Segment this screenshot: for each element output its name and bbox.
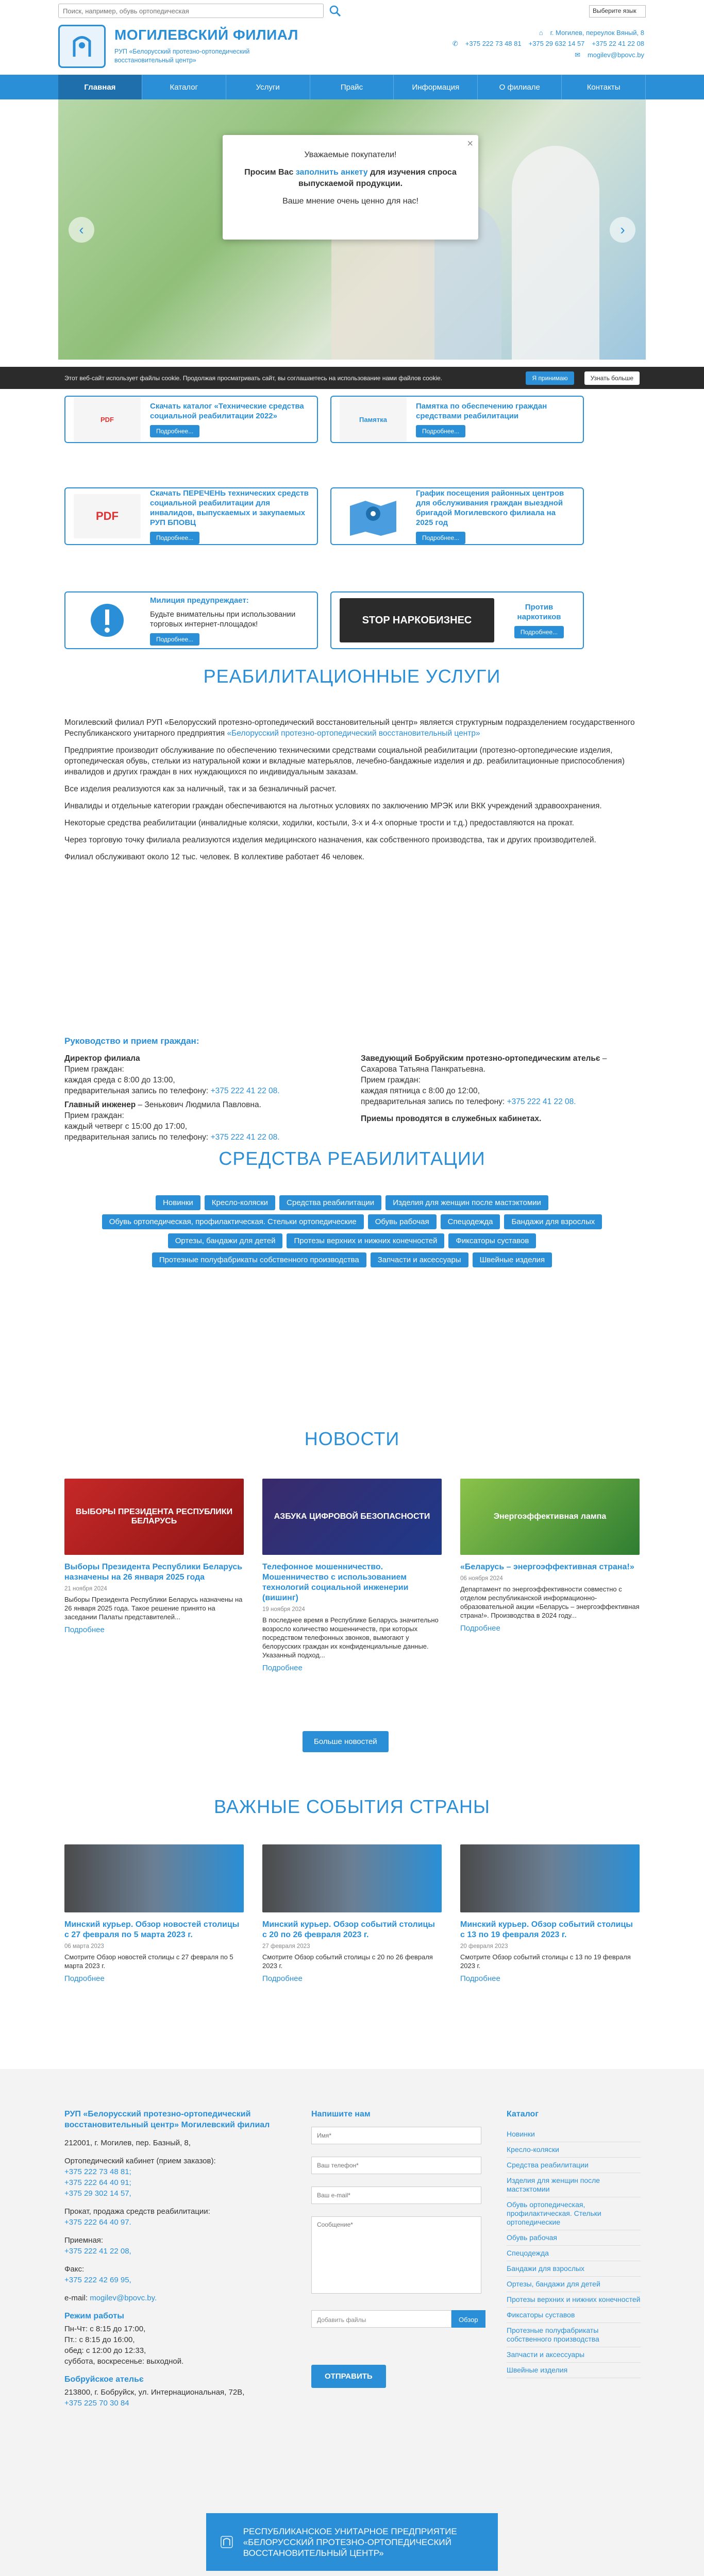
reception-title: Руководство и прием граждан:: [64, 1036, 199, 1046]
engineer-title: Главный инженер: [64, 1100, 136, 1109]
section-title-events: ВАЖНЫЕ СОБЫТИЯ СТРАНЫ: [214, 1796, 490, 1817]
footer-catalog-title: Каталог: [507, 2110, 539, 2119]
footer-org: РУП «Белорусский протезно-ортопедический восстановительный центр» Могилевский филиал: [64, 2110, 270, 2129]
event-video-thumbnail[interactable]: [262, 1844, 442, 1912]
footer-phone[interactable]: +375 222 73 48 81;: [64, 2167, 131, 2176]
footer-label: Ортопедический кабинет (прием заказов):: [64, 2157, 216, 2165]
tag-child-orthoses[interactable]: Ортезы, бандажи для детей: [168, 1233, 283, 1248]
browse-button[interactable]: Обзор: [451, 2310, 485, 2328]
rehab-para: Предприятие производит обслуживание по обеспечению техническими средствами социальной реабилитации (протезно-ортопедические изделия, ортопедическая обувь, стельки из натуральной кожи и вкладные матерьялов, лечебно-бандажные изделия и др. реабилитационные приспособления) инвалидов и других граждан в них нуждающихся по индивидуальным заказам.: [64, 746, 625, 776]
card-title: График посещения районных центров для обслуживания граждан выездной бригадой Могилевского филиала на 2025 год: [416, 489, 564, 527]
pdf-icon: PDF: [74, 397, 141, 442]
news-date: 21 ноября 2024: [64, 1586, 107, 1592]
footer-catalog-link[interactable]: Спецодежда: [507, 2246, 641, 2261]
news-title[interactable]: Выборы Президента Республики Беларусь назначены на 26 января 2025 года: [64, 1563, 243, 1582]
cookie-accept-button[interactable]: Я принимаю: [526, 371, 574, 385]
main-nav: [0, 75, 704, 99]
card-drugs[interactable]: [330, 591, 584, 649]
footer-label: Факс:: [64, 2265, 85, 2274]
news-more-link[interactable]: Подробнее: [262, 1664, 303, 1672]
news-image[interactable]: АЗБУКА ЦИФРОВОЙ БЕЗОПАСНОСТИ: [262, 1479, 442, 1555]
news-excerpt: Департамент по энергоэффективности совместно с отделом республиканской информационно-образовательной акции «Беларусь – энергоэффективная страна!». Производства в 2024 году...: [460, 1585, 640, 1619]
section-title-rehab: РЕАБИЛИТАЦИОННЫЕ УСЛУГИ: [203, 666, 501, 687]
footer-catalog-link[interactable]: Ортезы, бандажи для детей: [507, 2277, 641, 2292]
file-field[interactable]: Добавить файлы: [311, 2310, 451, 2328]
more-button[interactable]: Подробнее...: [150, 532, 199, 544]
event-excerpt: Смотрите Обзор новостей столицы с 27 февраля по 5 марта 2023 г.: [64, 1953, 233, 1970]
rehab-para: Некоторые средства реабилитации (инвалидные коляски, ходилки, костыли, 3-х и 4-х опорные трости и т.д.) предоставляются на прокат.: [64, 819, 574, 827]
tag-ortho-shoes[interactable]: Обувь ортопедическая, профилактическая. Стельки ортопедические: [102, 1214, 364, 1229]
event-date: 27 февраля 2023: [262, 1943, 310, 1950]
card-memo[interactable]: [330, 396, 584, 443]
site-header: [0, 0, 704, 75]
cookie-bar: [0, 367, 704, 389]
survey-link[interactable]: заполнить анкету: [295, 168, 368, 177]
nav-price[interactable]: Прайс: [310, 75, 394, 99]
tag-workwear[interactable]: Спецодежда: [441, 1214, 500, 1229]
card-title: Милиция предупреждает:: [150, 596, 249, 605]
news-image[interactable]: ВЫБОРЫ ПРЕЗИДЕНТА РЕСПУБЛИКИ БЕЛАРУСЬ: [64, 1479, 244, 1555]
footer-phone[interactable]: +375 222 64 40 91;: [64, 2178, 131, 2187]
tag-work-shoes[interactable]: Обувь рабочая: [368, 1214, 437, 1229]
event-item: [460, 1844, 640, 1983]
rehab-text: [64, 717, 640, 869]
reception-line: предварительная запись по телефону:: [64, 1087, 211, 1095]
close-icon[interactable]: ×: [467, 138, 473, 149]
slider-prev-icon[interactable]: ‹: [69, 217, 94, 243]
more-news-button[interactable]: Больше новостей: [303, 1731, 389, 1752]
footer-label: Прокат, продажа средств реабилитации:: [64, 2207, 210, 2216]
rehab-para: Могилевский филиал РУП «Белорусский протезно-ортопедический восстановительный центр» является структурным подразделением государственного Республиканского унитарного предприятия: [64, 718, 635, 738]
email-field[interactable]: [311, 2187, 481, 2204]
more-button[interactable]: Подробнее...: [416, 532, 465, 544]
footer-catalog-link[interactable]: Запчасти и аксессуары: [507, 2347, 641, 2363]
tag-sewing[interactable]: Швейные изделия: [473, 1252, 552, 1267]
news-date: 06 ноября 2024: [460, 1575, 503, 1582]
modal-greeting: Уважаемые покупатели!: [304, 150, 397, 159]
tag-new[interactable]: Новинки: [156, 1195, 200, 1210]
brand-title: МОГИЛЕВСКИЙ ФИЛИАЛ: [114, 27, 298, 43]
stop-drugs-image: STOP НАРКОБИЗНЕС: [340, 598, 494, 642]
alert-icon: [74, 598, 141, 642]
slider-next-icon[interactable]: ›: [610, 217, 635, 243]
more-button[interactable]: Подробнее...: [416, 425, 465, 437]
event-title[interactable]: Минский курьер. Обзор событий столицы с 20 по 26 февраля 2023 г.: [262, 1920, 435, 1939]
event-video-thumbnail[interactable]: [64, 1844, 244, 1912]
header-phone-2[interactable]: +375 29 632 14 57: [528, 40, 585, 47]
footer-hours-title: Режим работы: [64, 2312, 124, 2320]
tag-spare-parts[interactable]: Запчасти и аксессуары: [371, 1252, 468, 1267]
card-title: Памятка по обеспечению граждан средствами реабилитации: [416, 402, 547, 420]
event-excerpt: Смотрите Обзор событий столицы с 20 по 26 февраля 2023 г.: [262, 1953, 433, 1970]
header-phone-1[interactable]: +375 222 73 48 81: [465, 40, 522, 47]
search-input[interactable]: [58, 4, 324, 18]
modal-text: Просим Вас: [244, 168, 296, 177]
footer-catalog-link[interactable]: Новинки: [507, 2127, 641, 2142]
event-title[interactable]: Минский курьер. Обзор событий столицы с 13 по 19 февраля 2023 г.: [460, 1920, 633, 1939]
category-tags: [74, 1195, 630, 1267]
reception-note: Приемы проводятся в служебных кабинетах.: [361, 1114, 542, 1123]
nav-info[interactable]: Информация: [394, 75, 478, 99]
bobruisk-title: Заведующий Бобруйским протезно-ортопедическим ательє: [361, 1054, 600, 1063]
footer-phone[interactable]: +375 29 302 14 57,: [64, 2189, 131, 2198]
reception-line: Прием граждан:: [361, 1076, 421, 1084]
name-field[interactable]: [311, 2127, 481, 2144]
event-more-link[interactable]: Подробнее: [64, 1974, 105, 1983]
footer-phone[interactable]: +375 225 70 30 84: [64, 2399, 129, 2408]
card-schedule[interactable]: [330, 487, 584, 545]
news-title[interactable]: Телефонное мошенничество. Мошенничество с использованием технологий социальной инженерии (вишинг): [262, 1563, 409, 1602]
event-date: 06 марта 2023: [64, 1943, 104, 1950]
card-title: Скачать каталог «Технические средства социальной реабилитации 2022»: [150, 402, 304, 420]
footer-address: 213800, г. Бобруйск, ул. Интернациональная, 72В,: [64, 2388, 245, 2397]
footer-hours: Пт.: с 8:15 до 16:00,: [64, 2335, 135, 2344]
nav-services[interactable]: Услуги: [226, 75, 310, 99]
footer-hours: суббота, воскресенье: выходной.: [64, 2357, 184, 2366]
site-logo[interactable]: [58, 25, 106, 68]
footer-email[interactable]: mogilev@bpovc.by.: [90, 2294, 157, 2302]
card-title: Скачать ПЕРЕЧЕНЬ технических средств социальной реабилитации для инвалидов, выпускаемых и закупаемых РУП БПОВЦ: [150, 489, 309, 527]
footer-catalog-link[interactable]: Швейные изделия: [507, 2363, 641, 2378]
form-title: Напишите нам: [311, 2110, 371, 2119]
bobruisk-name: – Сахарова Татьяна Панкратьевна.: [361, 1054, 607, 1074]
event-more-link[interactable]: Подробнее: [262, 1974, 303, 1983]
card-title: Против наркотиков: [517, 603, 561, 621]
phone-field[interactable]: [311, 2157, 481, 2174]
news-excerpt: Выборы Президента Республики Беларусь назначены на 26 января 2025 года. Такое решение принято на заседании Палаты представителей...: [64, 1596, 243, 1621]
mail-icon: ✉: [575, 51, 580, 59]
news-title[interactable]: «Беларусь – энергоэффективная страна!»: [460, 1563, 634, 1571]
reception-line: Прием граждан:: [64, 1065, 124, 1074]
rehab-para: Все изделия реализуются как за наличный, так и за безналичный расчет.: [64, 785, 337, 793]
news-date: 19 ноября 2024: [262, 1606, 305, 1613]
header-email[interactable]: mogilev@bpovc.by: [587, 51, 644, 59]
footer-bobruisk-title: Бобруйское ательє: [64, 2375, 144, 2384]
more-button[interactable]: Подробнее...: [514, 626, 564, 638]
director-phone[interactable]: +375 222 41 22 08.: [210, 1087, 280, 1095]
send-button[interactable]: ОТПРАВИТЬ: [311, 2365, 386, 2388]
language-select[interactable]: Выберите язык: [589, 5, 646, 18]
rehab-para: Филиал обслуживают около 12 тыс. человек. В коллективе работает 46 человек.: [64, 853, 364, 861]
events-list: [64, 1844, 640, 1983]
footer-catalog-link[interactable]: Протезные полуфабрикаты собственного производства: [507, 2323, 641, 2347]
news-list: [64, 1479, 640, 1672]
event-video-thumbnail[interactable]: [460, 1844, 640, 1912]
event-date: 20 февраля 2023: [460, 1943, 508, 1950]
footer-catalog-link[interactable]: Бандажи для взрослых: [507, 2261, 641, 2277]
nav-contacts[interactable]: Контакты: [562, 75, 646, 99]
card-police[interactable]: [64, 591, 318, 649]
footer-catalog-link[interactable]: Изделия для женщин после мастэктомии: [507, 2173, 641, 2197]
reception-line: Прием граждан:: [64, 1111, 124, 1120]
footer-catalog-link[interactable]: Протезы верхних и нижних конечностей: [507, 2292, 641, 2308]
card-text: Будьте внимательны при использовании торговых интернет-площадок!: [150, 609, 296, 629]
footer-catalog-link[interactable]: Кресло-коляски: [507, 2142, 641, 2158]
search-bar: [58, 3, 343, 19]
footer-catalog-link[interactable]: Средства реабилитации: [507, 2158, 641, 2173]
header-phone-3[interactable]: +375 22 41 22 08: [592, 40, 644, 47]
rehab-para: Инвалиды и отдельные категории граждан обеспечиваются на льготных условиях по заключению МРЭК или ВКК учреждений здравоохранения.: [64, 802, 602, 810]
survey-modal: [223, 135, 478, 240]
tag-wheelchairs[interactable]: Кресло-коляски: [205, 1195, 275, 1210]
contact-form: [311, 2109, 487, 2328]
rehab-para: Через торговую точку филиала реализуются изделия медицинского назначения, как собственного производства, так и других производителей.: [64, 836, 596, 844]
footer-label: e-mail:: [64, 2294, 90, 2302]
search-icon[interactable]: [327, 3, 343, 19]
news-item: [460, 1479, 640, 1672]
card-catalog[interactable]: [64, 396, 318, 443]
section-title-means: СРЕДСТВА РЕАБИЛИТАЦИИ: [219, 1148, 485, 1169]
footer-fax[interactable]: +375 222 42 69 95,: [64, 2276, 131, 2284]
modal-text: для изучения спроса выпускаемой продукции.: [298, 168, 457, 188]
footer-catalog-link[interactable]: Обувь рабочая: [507, 2230, 641, 2246]
cookie-more-button[interactable]: Узнать больше: [584, 371, 640, 385]
event-title[interactable]: Минский курьер. Обзор новостей столицы с 27 февраля по 5 марта 2023 г.: [64, 1920, 240, 1939]
brand-subtitle: РУП «Белорусский протезно-ортопедический восстановительный центр»: [114, 48, 250, 64]
news-more-link[interactable]: Подробнее: [64, 1625, 105, 1634]
modal-note: Ваше мнение очень ценно для нас!: [282, 197, 418, 206]
memo-image: Памятка: [340, 397, 407, 442]
news-item: [64, 1479, 244, 1672]
footer-catalog-link[interactable]: Обувь ортопедическая, профилактическая. Стельки ортопедические: [507, 2197, 641, 2230]
director-title: Директор филиала: [64, 1054, 140, 1063]
reception-line: предварительная запись по телефону:: [361, 1097, 507, 1106]
more-button[interactable]: Подробнее...: [150, 425, 199, 437]
reception-line: каждая среда с 8:00 до 13:00,: [64, 1076, 175, 1084]
parent-org-banner-text: РЕСПУБЛИКАНСКОЕ УНИТАРНОЕ ПРЕДПРИЯТИЕ «БЕЛОРУССКИЙ ПРОТЕЗНО-ОРТОПЕДИЧЕСКИЙ ВОССТАНОВИТЕЛЬНЫЙ ЦЕНТР»: [243, 2526, 457, 2558]
modal-request: [233, 167, 468, 190]
engineer-name: – Зенькович Людмила Павловна.: [136, 1100, 261, 1109]
card-list[interactable]: [64, 487, 318, 545]
bpovc-logo-icon: [221, 2528, 233, 2556]
phone-icon: ✆: [452, 40, 458, 47]
event-item: [262, 1844, 442, 1983]
director-reception: [64, 1053, 343, 1143]
more-button[interactable]: Подробнее...: [150, 633, 199, 646]
footer-phone[interactable]: +375 222 64 40 97.: [64, 2218, 131, 2227]
news-image[interactable]: Энергоэффективная лампа: [460, 1479, 640, 1555]
nav-home[interactable]: Главная: [58, 75, 142, 99]
footer-phone[interactable]: +375 222 41 22 08,: [64, 2247, 131, 2256]
footer-label: Приемная:: [64, 2236, 104, 2245]
bobruisk-phone[interactable]: +375 222 41 22 08.: [507, 1097, 576, 1106]
news-more-link[interactable]: Подробнее: [460, 1624, 500, 1633]
reception-line: каждый четверг с 15:00 до 17:00,: [64, 1122, 188, 1131]
footer-catalog-link[interactable]: Фиксаторы суставов: [507, 2308, 641, 2323]
tag-semi-products[interactable]: Протезные полуфабрикаты собственного производства: [152, 1252, 366, 1267]
tag-rehab-means[interactable]: Средства реабилитации: [279, 1195, 381, 1210]
bobruisk-reception: [361, 1053, 639, 1124]
message-field[interactable]: [311, 2216, 481, 2294]
footer-hours: Пн-Чт: с 8:15 до 17:00,: [64, 2325, 146, 2333]
header-contacts: [376, 29, 644, 62]
reception-line: каждая пятница с 8:00 до 12:00,: [361, 1087, 480, 1095]
tag-adult-bandages[interactable]: Бандажи для взрослых: [504, 1214, 602, 1229]
engineer-phone[interactable]: +375 222 41 22 08.: [210, 1133, 280, 1142]
tag-prostheses[interactable]: Протезы верхних и нижних конечностей: [287, 1233, 444, 1248]
pdf-icon: PDF: [74, 494, 141, 538]
header-address: г. Могилев, переулок Вяный, 8: [550, 29, 644, 37]
nav-catalog[interactable]: Каталог: [142, 75, 226, 99]
event-item: [64, 1844, 244, 1983]
tag-mastectomy[interactable]: Изделия для женщин после мастэктомии: [385, 1195, 548, 1210]
section-title-news: НОВОСТИ: [304, 1428, 400, 1449]
nav-about[interactable]: О филиале: [478, 75, 562, 99]
news-excerpt: В последнее время в Республике Беларусь значительно возросло количество мошенничеств, при которых посредством телефонных звонков, вымогают у белорусских граждан их конфиденциальные данные. Указанный подход...: [262, 1616, 439, 1659]
address-icon: ⌂: [539, 29, 543, 37]
footer-catalog: [507, 2109, 641, 2378]
reception-line: предварительная запись по телефону:: [64, 1133, 211, 1142]
map-icon: [340, 494, 407, 538]
parent-org-link[interactable]: «Белорусский протезно-ортопедический восстановительный центр»: [227, 729, 480, 738]
cookie-text: Этот веб-сайт использует файлы cookie. Продолжая просматривать сайт, вы соглашаетесь на использование нами файлов cookie.: [64, 374, 443, 382]
event-excerpt: Смотрите Обзор событий столицы с 13 по 19 февраля 2023 г.: [460, 1953, 631, 1970]
footer-contacts: [64, 2109, 291, 2409]
footer-address: 212001, г. Могилев, пер. Базный, 8,: [64, 2139, 191, 2147]
event-more-link[interactable]: Подробнее: [460, 1974, 500, 1983]
footer-hours: обед: с 12:00 до 12:33,: [64, 2346, 146, 2355]
news-item: [262, 1479, 442, 1672]
parent-org-banner[interactable]: [206, 2513, 498, 2571]
tag-joint-fixators[interactable]: Фиксаторы суставов: [448, 1233, 536, 1248]
hero-photo-shape: [512, 146, 599, 360]
